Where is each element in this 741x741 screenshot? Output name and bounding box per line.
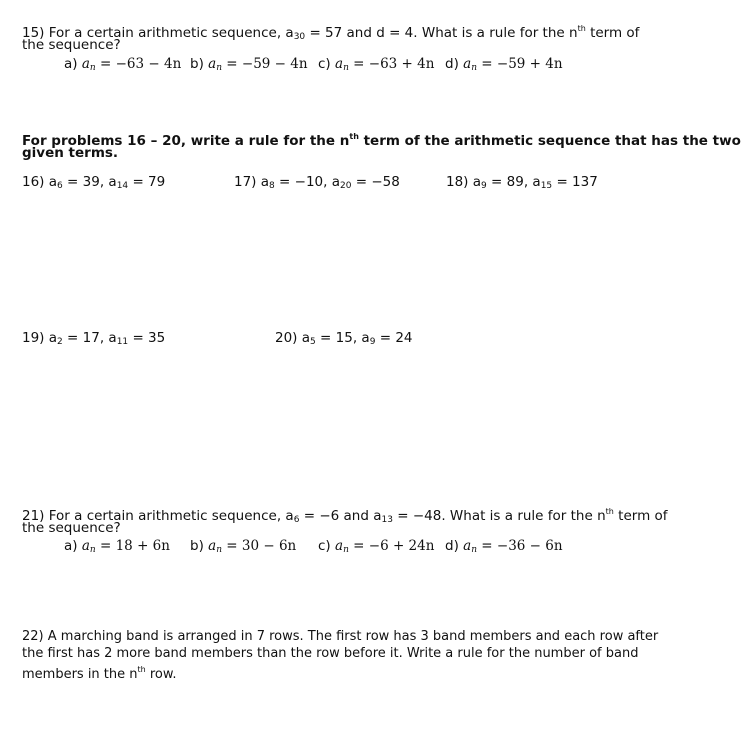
- q21-text-line1: 21) For a certain arithmetic sequence, $a_6 = -6$ and $a_{13} = -48$. What is a rule for the $n^{th}$ term of: [22, 507, 668, 525]
- instructions-line1: For problems 16 – 20, write a rule for the $n^{th}$ term of the arithmetic sequence that has the two: [22, 132, 741, 149]
- q15-text-line1: 15) For a certain arithmetic sequence, $a_{30} = 57$ and d = 4. What is a rule for the $n^{th}$ term of: [22, 24, 640, 42]
- problem-18: 18) $a_9 = 89$, $a_{15} = 137$: [446, 174, 598, 191]
- q21-text-line2: the sequence?: [22, 520, 121, 536]
- q15-text-line2: the sequence?: [22, 37, 121, 53]
- problem-19: 19) $a_2 = 17$, $a_{11} = 35$: [22, 330, 166, 347]
- q22-number: 22): [22, 629, 44, 644]
- q21-choice-b[interactable]: b) $a_n = 30 - 6n$: [190, 538, 297, 555]
- q22-text-line2: the first has 2 more band members than the row before it. Write a rule for the number of band: [22, 646, 639, 661]
- q15-choice-a[interactable]: a) $a_n = -63 - 4n$: [64, 56, 182, 73]
- q15-choice-c[interactable]: c) $a_n = -63 + 4n$: [318, 56, 435, 73]
- q15-choice-d[interactable]: d) $a_n = -59 + 4n$: [445, 56, 563, 73]
- problem-20: 20) $a_5 = 15$, $a_9 = 24$: [275, 330, 413, 347]
- instructions-line2: given terms.: [22, 145, 119, 161]
- problem-17: 17) $a_8 = -10$, $a_{20} = -58$: [234, 174, 400, 191]
- q22-text-line1: 22) A marching band is arranged in 7 rows. The first row has 3 band members and each row after: [22, 629, 659, 644]
- q15-number: 15): [22, 25, 45, 41]
- q15-choice-b[interactable]: b) $a_n = -59 - 4n$: [190, 56, 308, 73]
- q21-choice-d[interactable]: d) $a_n = -36 - 6n$: [445, 538, 563, 555]
- q21-choice-c[interactable]: c) $a_n = -6 + 24n$: [318, 538, 435, 555]
- q21-number: 21): [22, 508, 45, 524]
- q22-text-line3: members in the $n^{th}$ row.: [22, 665, 177, 682]
- q21-choice-a[interactable]: a) $a_n = 18 + 6n$: [64, 538, 170, 555]
- problem-16: 16) $a_6 = 39$, $a_{14} = 79$: [22, 174, 166, 191]
